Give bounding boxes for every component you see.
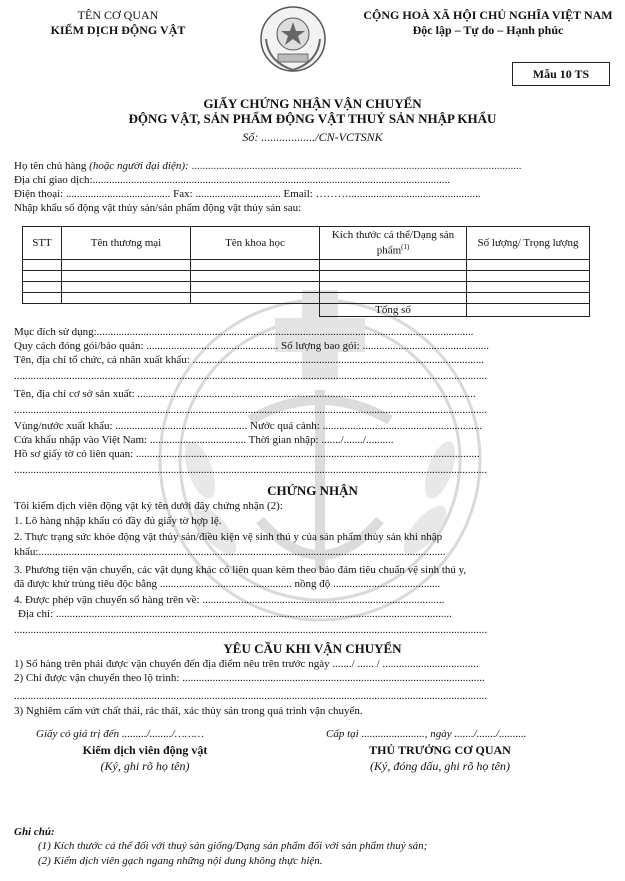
agency-department: KIỂM DỊCH ĐỘNG VẬT: [50, 23, 186, 37]
col-trade-name: Tên thương mại: [62, 227, 191, 260]
producer-field: Tên, địa chỉ cơ sở sản xuất: ...........................................................................................................................: [14, 388, 476, 400]
exporter-field: Tên, địa chỉ tổ chức, cá nhân xuất khẩu: ..........................................................................................................: [14, 354, 485, 366]
agency-head-note: (Ký, đóng dấu, ghi rõ họ tên): [370, 759, 510, 773]
col-size-label: Kích thước cá thể/Dạng sản phẩm: [331, 229, 455, 257]
agency-name: TÊN CƠ QUAN: [77, 8, 159, 22]
doc-number: Số: ................../CN-VCTSNK: [242, 130, 383, 144]
certification-heading: CHỨNG NHẬN: [267, 483, 358, 498]
col-size-note: (1): [401, 243, 410, 252]
table-total-row: [23, 304, 590, 317]
table-header-row: [23, 227, 590, 260]
table-row: [23, 293, 590, 304]
form-code-box: Mẫu 10 TS: [512, 62, 610, 86]
doc-title: GIẤY CHỨNG NHẬN VẬN CHUYỂN: [203, 96, 422, 111]
requirement-2-cont: ............................................................................................................................................................................: [14, 690, 487, 702]
producer-field-cont: ............................................................................................................................................................................: [14, 404, 487, 416]
owner-field: [14, 160, 521, 173]
cert-item-2-cont: khẩu:....................................................................................................................................................: [14, 546, 446, 558]
issue-place-date: Cấp tại ......................., ngày ......./......./..........: [326, 728, 527, 740]
notes-heading: Ghi chú:: [14, 826, 55, 838]
packing-field: Quy cách đóng gói/bảo quản: ................................................ Số lượng bao gói: ..............................................: [14, 340, 489, 352]
gate-field: Cửa khẩu nhập vào Việt Nam: ................................... Thời gian nhập: ......./......./..........: [14, 434, 394, 446]
requirement-1: 1) Số hàng trên phải được vận chuyển đến địa điểm nêu trên trước ngày ......./ ...... / ...................................: [14, 658, 479, 670]
goods-table: [22, 226, 590, 317]
note-1: (1) Kích thước cá thể đối với thuỷ sản giống/Dạng sản phẩm đối với sản phẩm thuỷ sản;: [38, 840, 428, 852]
total-label: Tổng số: [320, 304, 467, 317]
docs-field-cont: ............................................................................................................................................................................: [14, 464, 487, 476]
table-row: [23, 282, 590, 293]
origin-field: Vùng/nước xuất khẩu: ................................................ Nước quá cảnh: ..........................................................: [14, 420, 483, 432]
requirement-3: 3) Nghiêm cấm vứt chất thải, rác thải, xác thủy sản trong quá trình vận chuyển.: [14, 705, 363, 717]
cert-item-1: 1. Lô hàng nhập khẩu có đầy đủ giấy tờ hợp lệ.: [14, 515, 222, 527]
table-row: [23, 271, 590, 282]
cert-item-2: 2. Thực trạng sức khỏe động vật thủy sản/điều kiện vệ sinh thú y của sản phẩm thủy sản khi nhập: [14, 531, 443, 543]
cert-item-3: 3. Phương tiện vận chuyển, các vật dụng khác có liên quan kèm theo bảo đảm tiêu chuẩn vệ sinh thú y,: [14, 564, 467, 576]
col-stt: STT: [23, 227, 62, 260]
table-row: [23, 260, 590, 271]
inspector-title: Kiểm dịch viên động vật: [82, 743, 208, 757]
purpose-field: Mục đích sử dụng:.........................................................................................................................................: [14, 326, 474, 338]
col-size: [320, 227, 467, 260]
cert-item-4-cont: ............................................................................................................................................................................: [14, 624, 487, 636]
note-2: (2) Kiểm dịch viên gạch ngang những nội dung không thực hiện.: [38, 855, 323, 867]
national-emblem-icon: [258, 4, 328, 74]
owner-value: ........................................................................................................................: [191, 160, 522, 172]
doc-subtitle: ĐỘNG VẬT, SẢN PHẨM ĐỘNG VẬT THUỶ SẢN NHẬP KHẨU: [128, 111, 497, 126]
import-intro: Nhập khẩu số động vật thủy sản/sản phẩm động vật thủy sản sau:: [14, 202, 302, 214]
validity-date: Giấy có giá trị đến ........./......../………: [36, 728, 205, 740]
owner-note: (hoặc người đại diện):: [89, 160, 189, 172]
requirement-2: 2) Chỉ được vận chuyển theo lộ trình: ..............................................................................................................: [14, 672, 485, 684]
owner-label: Họ tên chủ hàng: [14, 160, 87, 172]
col-quantity: Số lượng/ Trọng lượng: [467, 227, 590, 260]
requirements-heading: YÊU CẦU KHI VẬN CHUYỂN: [223, 641, 402, 656]
cert-item-4-address: Địa chỉ: ................................................................................................................................................: [18, 608, 452, 620]
cert-item-3-cont: đã được khử trùng tiêu độc bằng ................................................ nồng độ .......................................: [14, 578, 441, 590]
col-scientific-name: Tên khoa học: [191, 227, 320, 260]
national-motto: Độc lập – Tự do – Hạnh phúc: [412, 23, 564, 37]
address-field: Địa chỉ giao dịch:..................................................................................................................................: [14, 174, 451, 186]
contact-field: Điện thoại: ...................................... Fax: ............................... Email: ………................................................: [14, 188, 481, 200]
cert-intro: Tôi kiểm dịch viên động vật ký tên dưới đây chứng nhận (2):: [14, 500, 283, 512]
cert-item-4: 4. Được phép vận chuyển số hàng trên về: ........................................................................................: [14, 594, 445, 606]
agency-head-title: THỦ TRƯỞNG CƠ QUAN: [369, 743, 511, 757]
inspector-note: (Ký, ghi rõ họ tên): [100, 759, 190, 773]
docs-field: Hồ sơ giấy tờ có liên quan: .............................................................................................................................: [14, 448, 480, 460]
exporter-field-cont: ............................................................................................................................................................................: [14, 370, 487, 382]
nation-title: CỘNG HOÀ XÃ HỘI CHỦ NGHĨA VIỆT NAM: [363, 8, 613, 22]
